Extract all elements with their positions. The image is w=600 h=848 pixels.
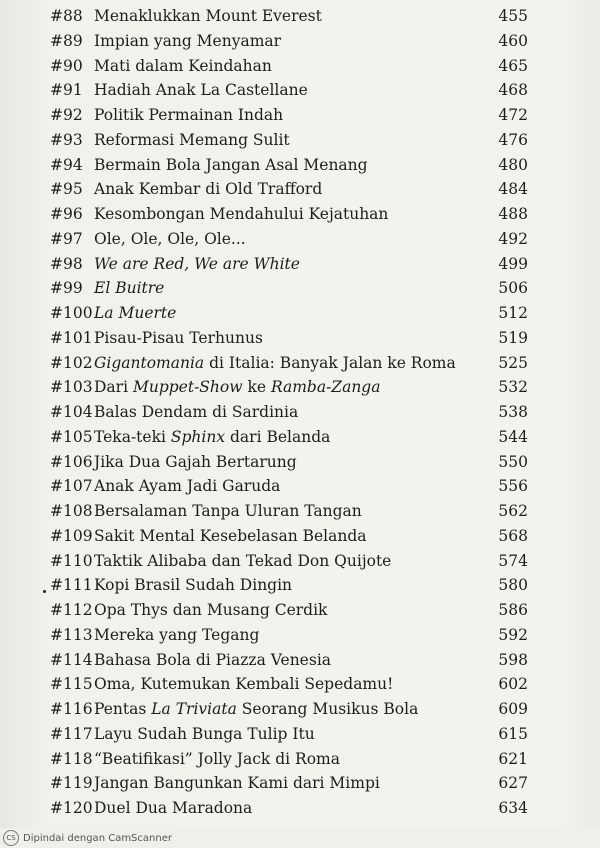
chapter-title bbox=[94, 573, 292, 598]
chapter-title bbox=[94, 326, 263, 351]
chapter-title bbox=[94, 450, 297, 475]
chapter-title-text: Seorang Musikus Bola bbox=[236, 700, 419, 718]
chapter-title-text: Jangan Bangunkan Kami dari Mimpi bbox=[94, 774, 380, 793]
toc-entry bbox=[50, 524, 528, 549]
chapter-title-text: Impian yang Menyamar bbox=[94, 31, 282, 50]
chapter-title bbox=[94, 697, 418, 722]
page-number: 574 bbox=[498, 551, 528, 570]
chapter-title-text: Balas Dendam di Sardinia bbox=[94, 403, 299, 421]
chapter-title bbox=[94, 78, 308, 103]
chapter-title-text: ke bbox=[242, 378, 271, 397]
chapter-title-text: Layu Sudah Bunga Tulip Itu bbox=[94, 724, 315, 743]
toc-entry bbox=[50, 227, 528, 252]
chapter-title bbox=[94, 474, 280, 499]
chapter-title-text: Reformasi Memang Sulit bbox=[94, 130, 290, 149]
page-number: 519 bbox=[498, 328, 528, 347]
chapter-number: #114 bbox=[50, 650, 93, 669]
chapter-number: #94 bbox=[50, 155, 83, 174]
page-number: 488 bbox=[498, 205, 528, 223]
toc-entry bbox=[50, 549, 528, 574]
chapter-number: #107 bbox=[50, 477, 93, 496]
chapter-number: #95 bbox=[50, 180, 83, 199]
chapter-title-text: Opa Thys dan Musang Cerdik bbox=[94, 601, 328, 619]
page-number: 544 bbox=[498, 427, 528, 446]
toc-entry bbox=[50, 623, 528, 648]
chapter-number: #100 bbox=[50, 304, 93, 322]
chapter-number: #120 bbox=[50, 799, 93, 817]
chapter-number: #99 bbox=[50, 279, 83, 298]
page-number: 602 bbox=[498, 675, 528, 694]
chapter-title bbox=[94, 771, 380, 796]
page-number: 476 bbox=[498, 130, 528, 149]
page-number: 568 bbox=[498, 526, 528, 545]
toc-entry bbox=[50, 4, 528, 29]
page-number: 615 bbox=[498, 724, 528, 743]
toc-entry bbox=[50, 648, 528, 673]
chapter-number: #92 bbox=[50, 106, 83, 124]
chapter-title-text: Menaklukkan Mount Everest bbox=[94, 7, 322, 25]
stray-dot bbox=[43, 590, 46, 593]
page-number: 598 bbox=[498, 650, 528, 669]
chapter-title-italic: Muppet-Show bbox=[132, 378, 243, 397]
chapter-title bbox=[94, 128, 290, 153]
chapter-title bbox=[94, 549, 391, 574]
toc-entry bbox=[50, 573, 528, 598]
chapter-title-text: Pentas bbox=[94, 700, 152, 718]
chapter-number: #106 bbox=[50, 452, 93, 471]
chapter-title bbox=[94, 623, 259, 648]
chapter-title-text: Hadiah Anak La Castellane bbox=[94, 81, 308, 100]
toc-entry bbox=[50, 697, 528, 722]
chapter-title bbox=[94, 672, 393, 697]
toc-entry bbox=[50, 747, 528, 772]
page-number: 621 bbox=[498, 749, 528, 768]
chapter-title-italic: Gigantomania bbox=[94, 353, 205, 372]
chapter-title-text: Bersalaman Tanpa Uluran Tangan bbox=[94, 502, 362, 520]
chapter-title-italic: La Triviata bbox=[151, 700, 237, 718]
chapter-title-text: Mereka yang Tegang bbox=[94, 625, 260, 644]
chapter-number: #118 bbox=[50, 749, 93, 768]
toc-entry bbox=[50, 128, 528, 153]
chapter-title-italic: La Muerte bbox=[94, 304, 177, 322]
toc-entry bbox=[50, 103, 528, 128]
page-number: 468 bbox=[498, 81, 528, 100]
page-number: 460 bbox=[498, 31, 528, 50]
toc-entry bbox=[50, 54, 528, 79]
page-number: 627 bbox=[498, 774, 528, 793]
chapter-number: #111 bbox=[50, 576, 93, 595]
chapter-title bbox=[94, 425, 330, 450]
chapter-number: #117 bbox=[50, 724, 93, 743]
page-number: 472 bbox=[498, 106, 528, 124]
page-number: 525 bbox=[498, 353, 528, 372]
chapter-title-italic: El Buitre bbox=[94, 279, 165, 298]
chapter-title-text: Mati dalam Keindahan bbox=[94, 56, 272, 75]
chapter-title bbox=[94, 202, 388, 227]
chapter-number: #115 bbox=[50, 675, 93, 694]
page-number: 609 bbox=[498, 700, 528, 718]
chapter-title-text: Oma, Kutemukan Kembali Sepedamu! bbox=[94, 675, 394, 694]
chapter-title bbox=[94, 177, 322, 202]
chapter-title-text: Dari bbox=[94, 378, 133, 397]
page-number: 562 bbox=[498, 502, 528, 520]
chapter-number: #91 bbox=[50, 81, 83, 100]
chapter-title-text: di Italia: Banyak Jalan ke Roma bbox=[204, 353, 456, 372]
chapter-number: #97 bbox=[50, 229, 83, 248]
toc-entry bbox=[50, 450, 528, 475]
chapter-number: #110 bbox=[50, 551, 93, 570]
chapter-number: #101 bbox=[50, 328, 93, 347]
chapter-number: #98 bbox=[50, 254, 83, 273]
toc-entry bbox=[50, 474, 528, 499]
toc-entry bbox=[50, 252, 528, 277]
chapter-number: #113 bbox=[50, 625, 93, 644]
toc-entry bbox=[50, 301, 528, 326]
chapter-title-text: Teka-teki bbox=[94, 427, 171, 446]
chapter-title-italic: We are Red, We are White bbox=[94, 254, 300, 273]
chapter-title bbox=[94, 351, 456, 376]
chapter-title bbox=[94, 4, 322, 29]
chapter-number: #90 bbox=[50, 56, 83, 75]
chapter-title bbox=[94, 598, 327, 623]
camscanner-logo-icon: CS bbox=[3, 830, 19, 846]
scanner-caption: Dipindai dengan CamScanner bbox=[23, 832, 172, 844]
chapter-title bbox=[94, 747, 340, 772]
chapter-title bbox=[94, 227, 246, 252]
page-number: 538 bbox=[498, 403, 528, 421]
page-number: 484 bbox=[498, 180, 528, 199]
chapter-title-text: Taktik Alibaba dan Tekad Don Quijote bbox=[94, 551, 392, 570]
chapter-title bbox=[94, 276, 164, 301]
toc-entry bbox=[50, 796, 528, 821]
chapter-title-text: Anak Ayam Jadi Garuda bbox=[94, 477, 281, 496]
chapter-number: #105 bbox=[50, 427, 93, 446]
chapter-title bbox=[94, 722, 315, 747]
chapter-title-text: Pisau-Pisau Terhunus bbox=[94, 328, 263, 347]
chapter-title-text: Bermain Bola Jangan Asal Menang bbox=[94, 155, 368, 174]
page-number: 550 bbox=[498, 452, 528, 471]
page-number: 556 bbox=[498, 477, 528, 496]
chapter-number: #103 bbox=[50, 378, 93, 397]
chapter-title-italic: Ramba-Zanga bbox=[270, 378, 381, 397]
toc-entry bbox=[50, 78, 528, 103]
chapter-number: #93 bbox=[50, 130, 83, 149]
chapter-title bbox=[94, 400, 298, 425]
chapter-title-text: Anak Kembar di Old Trafford bbox=[94, 180, 323, 199]
chapter-title-text: dari Belanda bbox=[225, 427, 331, 446]
page-number: 465 bbox=[498, 56, 528, 75]
toc-entry bbox=[50, 351, 528, 376]
toc-entry bbox=[50, 276, 528, 301]
chapter-title bbox=[94, 103, 283, 128]
toc-entry bbox=[50, 202, 528, 227]
chapter-title-text: Ole, Ole, Ole, Ole... bbox=[94, 229, 246, 248]
toc-entry bbox=[50, 177, 528, 202]
chapter-number: #104 bbox=[50, 403, 93, 421]
toc-entry bbox=[50, 29, 528, 54]
toc-entry bbox=[50, 722, 528, 747]
chapter-title bbox=[94, 796, 252, 821]
chapter-number: #108 bbox=[50, 502, 93, 520]
chapter-title bbox=[94, 54, 272, 79]
chapter-number: #96 bbox=[50, 205, 83, 223]
page-number: 580 bbox=[498, 576, 528, 595]
page-number: 512 bbox=[498, 304, 528, 322]
page-number: 506 bbox=[498, 279, 528, 298]
chapter-title-text: Bahasa Bola di Piazza Venesia bbox=[94, 650, 332, 669]
scanner-watermark bbox=[0, 828, 600, 848]
chapter-number: #102 bbox=[50, 353, 93, 372]
toc-entry bbox=[50, 771, 528, 796]
page-number: 592 bbox=[498, 625, 528, 644]
page-number: 480 bbox=[498, 155, 528, 174]
chapter-title bbox=[94, 29, 281, 54]
chapter-title bbox=[94, 499, 362, 524]
page-number: 532 bbox=[498, 378, 528, 397]
chapter-title-text: “Beatifikasi” Jolly Jack di Roma bbox=[94, 749, 340, 768]
chapter-number: #88 bbox=[50, 7, 83, 25]
page-number: 586 bbox=[498, 601, 528, 619]
toc-entry bbox=[50, 326, 528, 351]
chapter-number: #112 bbox=[50, 601, 93, 619]
table-of-contents bbox=[50, 4, 528, 821]
toc-entry bbox=[50, 598, 528, 623]
chapter-title bbox=[94, 524, 367, 549]
chapter-title-text: Sakit Mental Kesebelasan Belanda bbox=[94, 526, 367, 545]
chapter-title-text: Jika Dua Gajah Bertarung bbox=[94, 452, 297, 471]
chapter-number: #119 bbox=[50, 774, 93, 793]
toc-entry bbox=[50, 153, 528, 178]
chapter-title bbox=[94, 153, 368, 178]
page-number: 455 bbox=[498, 7, 528, 25]
chapter-title-italic: Sphinx bbox=[170, 427, 226, 446]
toc-entry bbox=[50, 375, 528, 400]
chapter-number: #89 bbox=[50, 31, 83, 50]
page-number: 634 bbox=[498, 799, 528, 817]
chapter-title-text: Kopi Brasil Sudah Dingin bbox=[94, 576, 293, 595]
page-number: 499 bbox=[498, 254, 528, 273]
chapter-title-text: Kesombongan Mendahului Kejatuhan bbox=[94, 205, 389, 223]
chapter-title-text: Duel Dua Maradona bbox=[94, 799, 253, 817]
toc-entry bbox=[50, 425, 528, 450]
chapter-title-text: Politik Permainan Indah bbox=[94, 106, 284, 124]
toc-entry bbox=[50, 499, 528, 524]
chapter-title bbox=[94, 648, 331, 673]
chapter-number: #116 bbox=[50, 700, 93, 718]
chapter-title bbox=[94, 252, 300, 277]
toc-entry bbox=[50, 672, 528, 697]
page-number: 492 bbox=[498, 229, 528, 248]
chapter-title bbox=[94, 375, 380, 400]
chapter-number: #109 bbox=[50, 526, 93, 545]
toc-entry bbox=[50, 400, 528, 425]
chapter-title bbox=[94, 301, 176, 326]
